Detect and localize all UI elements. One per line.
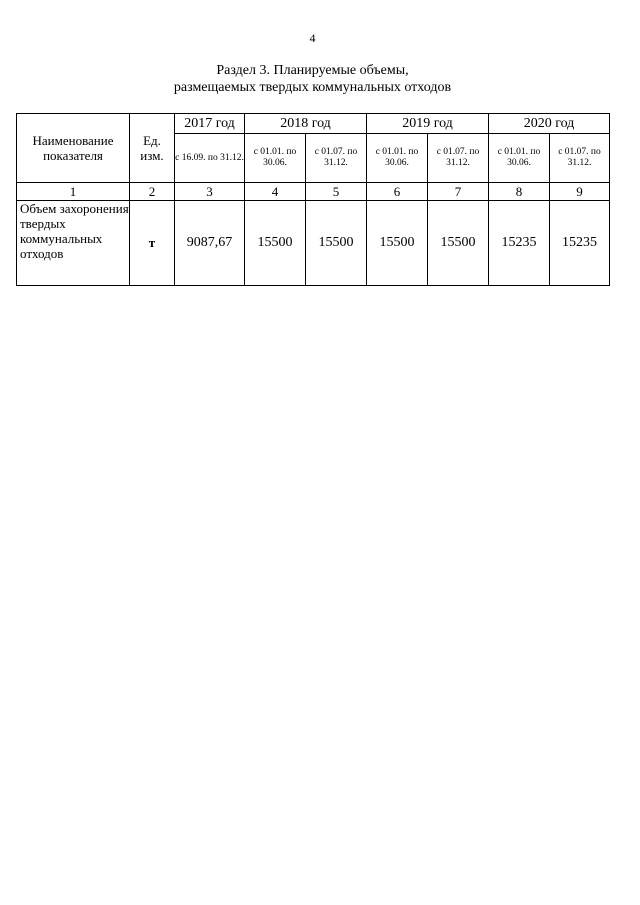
row-value: 9087,67 — [175, 201, 245, 286]
section-title — [0, 62, 625, 96]
column-number: 4 — [245, 183, 306, 201]
header-period: с 01.01. по 30.06. — [367, 134, 428, 183]
header-period: с 01.01. по 30.06. — [245, 134, 306, 183]
column-number: 9 — [550, 183, 610, 201]
header-year-2019: 2019 год — [367, 114, 489, 134]
section-title-line-2: размещаемых твердых коммунальных отходов — [173, 80, 452, 95]
column-number-row — [17, 183, 610, 201]
header-year-2017: 2017 год — [175, 114, 245, 134]
column-number: 6 — [367, 183, 428, 201]
page-number: 4 — [309, 31, 316, 45]
column-number: 5 — [306, 183, 367, 201]
column-number: 3 — [175, 183, 245, 201]
row-unit: т — [130, 201, 175, 286]
header-unit: Ед. изм. — [130, 114, 175, 183]
header-period: с 01.07. по 31.12. — [550, 134, 610, 183]
row-value: 15235 — [489, 201, 550, 286]
section-title-line-1: Раздел 3. Планируемые объемы, — [216, 63, 409, 78]
column-number: 7 — [428, 183, 489, 201]
column-number: 8 — [489, 183, 550, 201]
header-row-years — [17, 114, 610, 134]
row-value: 15500 — [367, 201, 428, 286]
planned-volumes-table — [16, 113, 610, 286]
header-period: с 01.07. по 31.12. — [306, 134, 367, 183]
row-value: 15500 — [245, 201, 306, 286]
table-row — [17, 201, 610, 286]
header-period: с 01.01. по 30.06. — [489, 134, 550, 183]
column-number: 2 — [130, 183, 175, 201]
header-year-2018: 2018 год — [245, 114, 367, 134]
header-period: с 16.09. по 31.12. — [175, 134, 245, 183]
header-year-2020: 2020 год — [489, 114, 610, 134]
row-indicator-name: Объем захоронения твердых коммунальных отходов — [17, 201, 130, 286]
row-value: 15500 — [306, 201, 367, 286]
row-value: 15500 — [428, 201, 489, 286]
header-indicator-name: Наименование показателя — [17, 114, 130, 183]
header-period: с 01.07. по 31.12. — [428, 134, 489, 183]
row-value: 15235 — [550, 201, 610, 286]
column-number: 1 — [17, 183, 130, 201]
